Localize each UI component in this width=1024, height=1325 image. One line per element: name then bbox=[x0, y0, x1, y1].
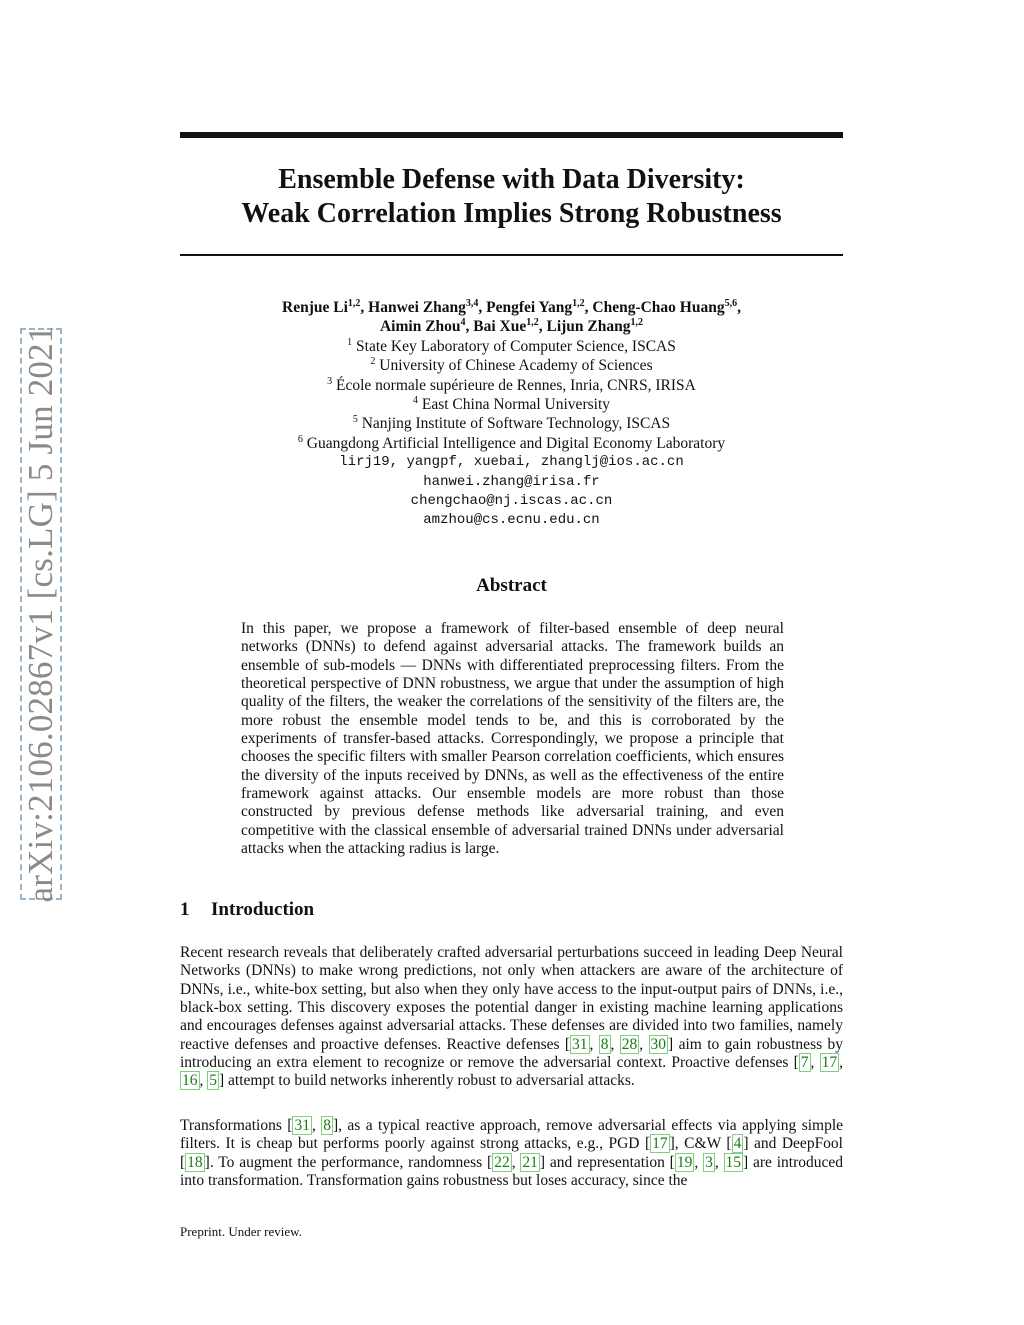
section-number: 1 bbox=[180, 899, 190, 920]
citation-link[interactable]: 8 bbox=[600, 1035, 609, 1053]
citation-link[interactable]: 28 bbox=[621, 1035, 638, 1053]
email-line[interactable]: amzhou@cs.ecnu.edu.cn bbox=[423, 512, 600, 529]
citation-link[interactable]: 4 bbox=[733, 1135, 742, 1153]
author-block bbox=[180, 298, 843, 531]
author-affil-sup: 5,6 bbox=[724, 298, 738, 309]
author-name: Bai Xue bbox=[473, 318, 527, 336]
arxiv-identifier[interactable]: arXiv:2106.02867v1 [cs.LG] 5 Jun 2021 bbox=[21, 325, 60, 903]
email-line[interactable]: chengchao@nj.iscas.ac.cn bbox=[410, 493, 613, 510]
footer-note: Preprint. Under review. bbox=[180, 1224, 302, 1239]
intro-paragraph-1: Recent research reveals that deliberately crafted adversarial perturbations succeed in leading Deep Neural Networks (DNNs) to make wrong predictions, not only when attackers are aware of the architecture of DNNs, i.e., white-box setting, but also when they only have access to the input-output pairs of DNNs, i.e., black-box setting. This discovery exposes the potential danger in existing machine learning applications and encourages defenses against adversarial attacks. These defenses are divided into two families, namely reactive defenses and proactive defenses. Reactive defenses [ 31 , 8 , 28 , 30 ] aim to gain robustness by introducing an extra element to recognize or remove the adversarial context. Proactive defenses [ 7 , 17 , 16 , 5 ] attempt to build networks inherently robust to adversarial attacks. bbox=[180, 944, 844, 1090]
paper-title bbox=[180, 163, 843, 231]
title-bottom-rule bbox=[180, 254, 843, 256]
affiliation: $^1$ State Key Laboratory of Computer Science, ISCAS bbox=[347, 336, 676, 355]
citation-link[interactable]: 19 bbox=[676, 1153, 693, 1171]
citation-link[interactable]: 22 bbox=[494, 1153, 510, 1171]
citation-link[interactable]: 15 bbox=[725, 1153, 742, 1171]
author-line-2: Aimin Zhou$^4$, Bai Xue$^{1,2}$, Lijun Zhang$^{1,2}$ bbox=[379, 317, 644, 336]
section-title: Introduction bbox=[211, 899, 315, 920]
citation-link[interactable]: 31 bbox=[294, 1117, 310, 1134]
affiliation: $^6$ Guangdong Artificial Intelligence and Digital Economy Laboratory bbox=[297, 433, 726, 452]
author-name: Hanwei Zhang bbox=[368, 299, 466, 316]
author-name: Pengfei Yang bbox=[486, 299, 573, 316]
citation-link[interactable]: 3 bbox=[705, 1153, 713, 1171]
section-heading bbox=[180, 899, 314, 921]
abstract-heading: Abstract bbox=[476, 575, 547, 596]
citation-link[interactable]: 17 bbox=[821, 1054, 838, 1072]
author-affil-sup: 1,2 bbox=[347, 298, 361, 309]
citation-link[interactable]: 18 bbox=[187, 1153, 203, 1171]
citation-link[interactable]: 16 bbox=[182, 1072, 198, 1090]
citation-link[interactable]: 21 bbox=[522, 1153, 538, 1171]
author-affil-sup: 4 bbox=[460, 317, 466, 329]
title-line-1: Ensemble Defense with Data Diversity: bbox=[278, 164, 745, 195]
email-line[interactable]: hanwei.zhang@irisa.fr bbox=[423, 473, 600, 490]
author-line-1: Renjue Li$^{1,2}$, Hanwei Zhang$^{3,4}$, Pengfei Yang$^{1,2}$, Cheng-Chao Huang$^{5,6}$, bbox=[282, 298, 741, 316]
citation-link[interactable]: 17 bbox=[652, 1135, 668, 1153]
author-name: Cheng-Chao Huang bbox=[592, 299, 725, 316]
author-affil-sup: 1,2 bbox=[572, 298, 585, 309]
intro-paragraph-2: Transformations [ 31 , 8 ], as a typical reactive approach, remove adversarial effects via applying simple filters. It is cheap but performs poorly against strong attacks, e.g., PGD [ 17 ], C&W [ 4 ] and DeepFool [ 18 ]. To augment the performance, randomness [ 22 , 21 ] and representation [ 19 , 3 , 15 ] are introduced into transformation. Transformation gains robustness but loses accuracy, since the bbox=[180, 1117, 844, 1190]
affiliation: $^2$ University of Chinese Academy of Sciences bbox=[370, 356, 653, 375]
abstract-body: In this paper, we propose a framework of filter-based ensemble of deep neural networks (DNNs) to defend against adversarial attacks. The framework builds an ensemble of sub-models — DNNs with differentiated preprocessing filters. From the theoretical perspective of DNN robustness, we argue that under the assumption of high quality of the filters, the weaker the correlations of the sensitivity of the filters are, the more robust the ensemble model tends to be, and this is corroborated by the experiments of transfer-based attacks. Correspondingly, we propose a principle that chooses the specific filters with smaller Pearson correlation coefficients, which ensures the diversity of the inputs received by DNNs, as well as the effectiveness of the entire framework against attacks. Our ensemble models are more robust than those constructed by previous defense methods like adversarial training, and even competitive with the classical ensemble of adversarial trained DNNs under adversarial attacks when the attacking radius is large. bbox=[241, 620, 784, 858]
citation-link[interactable]: 8 bbox=[323, 1117, 331, 1134]
affiliation: $^3$ École normale supérieure de Rennes, Inria, CNRS, IRISA bbox=[327, 375, 696, 394]
citation-link[interactable]: 31 bbox=[572, 1035, 588, 1053]
citation-link[interactable]: 5 bbox=[209, 1072, 217, 1090]
author-affil-sup: 1,2 bbox=[630, 317, 644, 329]
citation-link[interactable]: 7 bbox=[800, 1054, 809, 1072]
author-affil-sup: 3,4 bbox=[465, 298, 479, 309]
author-name: Renjue Li bbox=[282, 299, 348, 316]
citation-link[interactable]: 30 bbox=[650, 1035, 667, 1053]
affiliation: $^5$ Nanjing Institute of Software Technology, ISCAS bbox=[352, 414, 671, 433]
author-affil-sup: 1,2 bbox=[526, 317, 539, 329]
title-top-rule bbox=[180, 132, 843, 138]
affiliation: $^4$ East China Normal University bbox=[413, 395, 610, 414]
email-line[interactable]: lirj19, yangpf, xuebai, zhanglj@ios.ac.cn bbox=[339, 454, 684, 471]
author-name: Lijun Zhang bbox=[546, 318, 631, 336]
title-line-2: Weak Correlation Implies Strong Robustness bbox=[241, 198, 782, 229]
author-name: Aimin Zhou bbox=[379, 318, 461, 336]
